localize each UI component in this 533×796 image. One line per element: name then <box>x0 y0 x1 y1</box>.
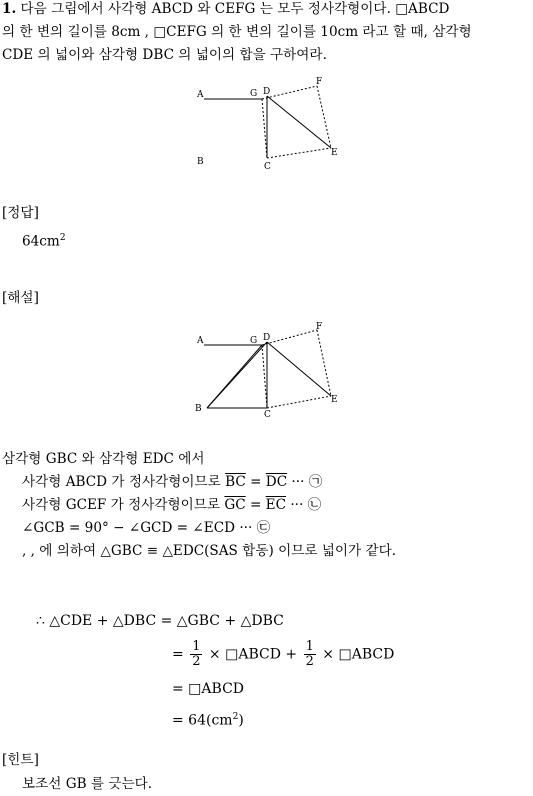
label-B: B <box>197 157 204 167</box>
equation-line-1: ∴ △CDE + △DBC = △GBC + △DBC <box>36 613 284 629</box>
solution-step-2: 사각형 GCEF 가 정사각형이므로 $\overline{GC} = \overline{EC}$ ··· ㉡ <box>22 497 322 513</box>
fraction-one-half: $\frac{1}{2}$ <box>305 639 314 669</box>
label-E: E <box>331 148 338 158</box>
problem-line-1: 1. 다음 그림에서 사각형 ABCD 와 CEFG 는 모두 정사각형이다. □ABCD <box>2 1 450 17</box>
segment-GC <box>262 345 267 408</box>
segment-CE <box>267 148 331 158</box>
solution-intro: 삼각형 GBC 와 삼각형 EDC 에서 <box>2 451 205 467</box>
hint-heading: [힌트] <box>2 752 39 768</box>
label-E: E <box>331 395 338 405</box>
label-D: D <box>263 87 271 97</box>
label-F: F <box>316 77 323 87</box>
answer-exponent: 2 <box>59 233 66 243</box>
label-D: D <box>263 333 271 343</box>
solution-heading: [해설] <box>2 290 39 306</box>
problem-figure <box>190 72 350 172</box>
label-B: B <box>195 404 202 414</box>
hint-text: 보조선 GB 를 긋는다. <box>22 776 153 792</box>
solution-step-4: , , 에 의하여 △GBC ≡ △EDC(SAS 합동) 이므로 넓이가 같다. <box>22 543 397 559</box>
segment-GC <box>262 99 267 158</box>
answer-value: $64cm^2$ <box>22 233 66 250</box>
problem-line-2: 의 한 변의 길이를 8cm , □CEFG 의 한 변의 길이를 10cm 라고 할 때, 삼각형 <box>2 24 472 40</box>
answer-heading: [정답] <box>2 205 39 221</box>
equation-line-4: = $64(cm^2)$ <box>172 712 244 729</box>
segment-DB <box>207 342 267 408</box>
label-A: A <box>197 336 204 346</box>
problem-line-3: CDE 의 넓이와 삼각형 DBC 의 넓이의 합을 구하여라. <box>2 47 327 63</box>
problem-number: 1. <box>2 1 17 17</box>
label-C: C <box>264 162 271 172</box>
label-A: A <box>197 90 204 100</box>
segment-GF <box>262 86 317 99</box>
solution-figure <box>190 318 350 418</box>
label-G: G <box>250 336 258 346</box>
equation-line-2: = $\frac{1}{2}$ × □ABCD + $\frac{1}{2}$ × □ABCD <box>172 639 395 669</box>
label-G: G <box>250 89 258 99</box>
equation-line-3: = □ABCD <box>172 681 245 697</box>
solution-step-3: ∠GCB = 90° − ∠GCD = ∠ECD ··· ㉢ <box>22 520 271 536</box>
segment-GF <box>262 330 317 345</box>
fraction-one-half: $\frac{1}{2}$ <box>192 639 201 669</box>
segment-DE <box>267 96 331 148</box>
segment-CE <box>267 396 331 408</box>
label-F: F <box>316 322 323 332</box>
solution-step-1: 사각형 ABCD 가 정사각형이므로 $\overline{BC} = \overline{DC}$ ··· ㉠ <box>22 474 323 490</box>
label-C: C <box>264 410 271 418</box>
